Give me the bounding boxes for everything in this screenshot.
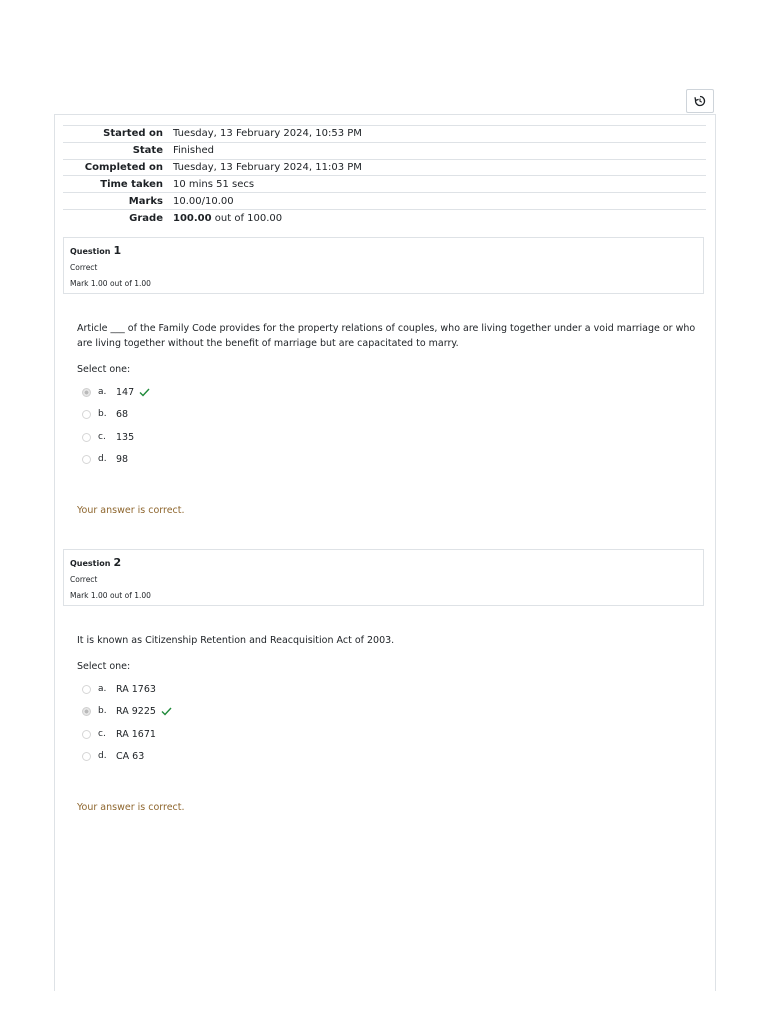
option-text: 98 bbox=[116, 453, 129, 465]
option-text: RA 1763 bbox=[116, 683, 156, 695]
option-text: 147 bbox=[116, 386, 135, 398]
answer-option-d[interactable] bbox=[82, 451, 128, 467]
summary-label: Grade bbox=[129, 212, 163, 224]
summary-label: State bbox=[132, 145, 163, 157]
radio-button[interactable] bbox=[82, 730, 91, 739]
answer-option-c[interactable] bbox=[82, 726, 156, 742]
answer-feedback: Your answer is correct. bbox=[77, 802, 185, 813]
answer-option-b[interactable] bbox=[82, 703, 172, 719]
option-letter: c. bbox=[98, 432, 106, 442]
option-text: CA 63 bbox=[116, 750, 145, 762]
check-icon bbox=[161, 707, 172, 716]
summary-row-time-taken bbox=[63, 176, 706, 193]
question-text: It is known as Citizenship Retention and Reacquisition Act of 2003. bbox=[77, 635, 395, 646]
summary-label: Time taken bbox=[100, 178, 163, 190]
radio-button[interactable] bbox=[82, 410, 91, 419]
select-one-label: Select one: bbox=[77, 661, 131, 672]
question-number bbox=[70, 244, 697, 261]
radio-button[interactable] bbox=[82, 388, 91, 397]
option-letter: b. bbox=[98, 706, 107, 716]
option-letter: d. bbox=[98, 751, 107, 761]
question-text: Article ___ of the Family Code provides for the property relations of couples, who are living together under a void marriage or who are living together without the benefit of marriage but are capacitated to marry. bbox=[77, 323, 696, 349]
radio-button[interactable] bbox=[82, 752, 91, 761]
answer-feedback: Your answer is correct. bbox=[77, 505, 185, 516]
question-state: Correct bbox=[70, 575, 98, 584]
option-text: RA 1671 bbox=[116, 728, 156, 740]
restart-button[interactable] bbox=[686, 89, 714, 113]
summary-label: Marks bbox=[128, 195, 163, 207]
option-text: RA 9225 bbox=[116, 705, 156, 717]
radio-button[interactable] bbox=[82, 685, 91, 694]
summary-row-completed-on bbox=[63, 159, 706, 176]
summary-row-state bbox=[63, 142, 706, 159]
summary-row-started-on bbox=[63, 126, 706, 143]
question-number-value: 1 bbox=[113, 244, 122, 257]
summary-value: Finished bbox=[173, 145, 214, 157]
restart-icon bbox=[694, 92, 706, 111]
summary-value: Tuesday, 13 February 2024, 10:53 PM bbox=[173, 128, 362, 140]
summary-value: 10.00/10.00 bbox=[173, 195, 234, 207]
question-info-1 bbox=[63, 237, 704, 294]
option-letter: a. bbox=[98, 684, 107, 694]
option-letter: b. bbox=[98, 409, 107, 419]
answer-option-a[interactable] bbox=[82, 681, 156, 697]
summary-row-grade bbox=[63, 209, 706, 226]
summary-value bbox=[173, 209, 706, 226]
radio-button[interactable] bbox=[82, 433, 91, 442]
question-info-2 bbox=[63, 549, 704, 606]
answer-option-b[interactable] bbox=[82, 406, 128, 422]
answer-option-a[interactable] bbox=[82, 384, 150, 400]
summary-label: Completed on bbox=[84, 161, 163, 173]
question-number-value: 2 bbox=[113, 556, 122, 569]
option-letter: d. bbox=[98, 454, 107, 464]
option-letter: a. bbox=[98, 387, 107, 397]
attempt-summary-table bbox=[63, 125, 706, 226]
question-grade: Mark 1.00 out of 1.00 bbox=[70, 279, 151, 288]
summary-label: Started on bbox=[103, 128, 163, 140]
answer-option-c[interactable] bbox=[82, 429, 134, 445]
option-letter: c. bbox=[98, 729, 106, 739]
question-state: Correct bbox=[70, 263, 98, 272]
question-label: Question bbox=[70, 559, 111, 568]
grade-out-of: out of 100.00 bbox=[211, 212, 283, 224]
select-one-label: Select one: bbox=[77, 364, 131, 375]
check-icon bbox=[139, 388, 150, 397]
question-grade: Mark 1.00 out of 1.00 bbox=[70, 591, 151, 600]
question-label: Question bbox=[70, 247, 111, 256]
summary-value: Tuesday, 13 February 2024, 11:03 PM bbox=[173, 161, 362, 173]
answer-option-d[interactable] bbox=[82, 748, 144, 764]
summary-row-marks bbox=[63, 193, 706, 210]
option-text: 135 bbox=[116, 431, 135, 443]
summary-value: 10 mins 51 secs bbox=[173, 178, 255, 190]
grade-value: 100.00 bbox=[173, 212, 212, 224]
option-text: 68 bbox=[116, 408, 129, 420]
radio-button[interactable] bbox=[82, 707, 91, 716]
question-number bbox=[70, 556, 697, 573]
radio-button[interactable] bbox=[82, 455, 91, 464]
